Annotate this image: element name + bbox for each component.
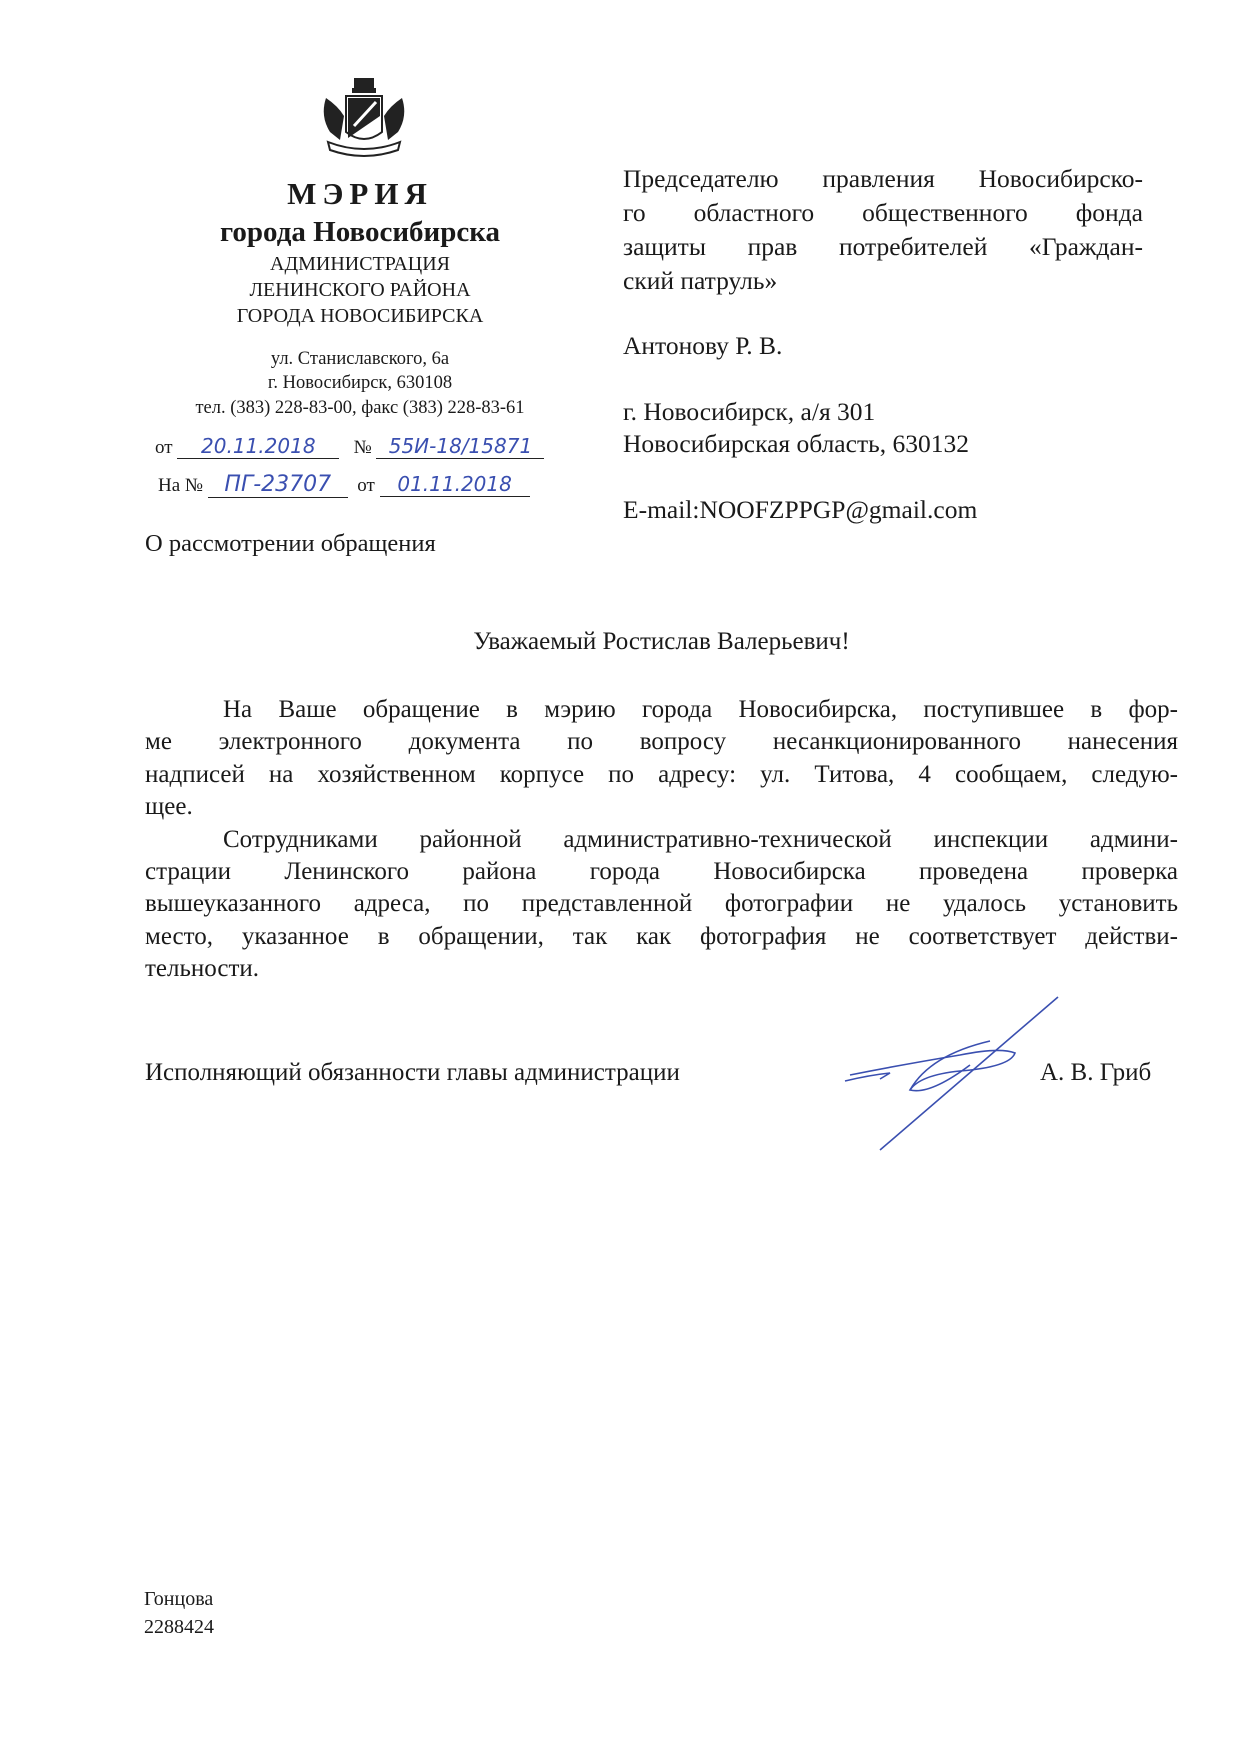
ref-value: ПГ-23707 (208, 472, 348, 498)
recipient-line: защиты прав потребителей «Граждан- (623, 232, 1143, 261)
ref-label: На № (158, 475, 204, 496)
signatory-position: Исполняющий обязанности главы администрации (145, 1059, 680, 1086)
paragraph-line: На Ваше обращение в мэрию города Новосибирска, поступившее в фор- (223, 696, 1178, 723)
paragraph-line: страции Ленинского района города Новосибирска проведена проверка (145, 858, 1178, 886)
coat-of-arms-emblem (318, 76, 410, 164)
paragraph-line: Сотрудниками районной административно-технической инспекции админи- (223, 825, 1178, 853)
outgoing-reg-line (155, 434, 544, 459)
recipient-block (623, 162, 1143, 298)
recipient-line: ский патруль» (623, 266, 778, 295)
executor-phone: 2288424 (144, 1616, 214, 1638)
paragraph-line: место, указанное в обращении, так как фотография не соответствует действи- (145, 922, 1178, 950)
dept-line: ГОРОДА НОВОСИБИРСКА (236, 305, 484, 327)
org-title: МЭРИЯ (287, 176, 433, 211)
recipient-line: Председателю правления Новосибирско- (623, 164, 1143, 193)
paragraph-line: ме электронного документа по вопросу несанкционированного нанесения (145, 728, 1178, 756)
paragraph-line: надписей на хозяйственном корпусе по адресу: ул. Титова, 4 сообщаем, следую- (145, 760, 1178, 788)
paragraph-line: тельности. (145, 955, 260, 983)
executor-block (144, 1585, 214, 1641)
incoming-ref-line (158, 472, 530, 498)
executor-name: Гонцова (144, 1588, 214, 1610)
ref-date-label: от (357, 475, 375, 496)
recipient-email: E-mail:NOOFZPPGP@gmail.com (623, 495, 978, 524)
letter-body (145, 694, 1178, 986)
paragraph-line: вышеуказанного адреса, по представленной фотографии не удалось установить (145, 890, 1178, 918)
greeting: Уважаемый Ростислав Валерьевич! (473, 628, 850, 655)
org-city: города Новосибирска (219, 216, 501, 248)
number-value: 55И-18/15871 (376, 434, 544, 459)
subject: О рассмотрении обращения (145, 530, 436, 557)
recipient-name: Антонову Р. В. (623, 331, 783, 360)
recipient-address: г. Новосибирск, а/я 301 (623, 397, 876, 426)
recipient-address: Новосибирская область, 630132 (623, 429, 969, 458)
address-line: тел. (383) 228-83-00, факс (383) 228-83-61 (195, 398, 525, 418)
paragraph-line: щее. (145, 793, 193, 821)
number-label: № (353, 437, 372, 458)
signatory-name: А. В. Гриб (1040, 1059, 1152, 1086)
dept-line: ЛЕНИНСКОГО РАЙОНА (249, 279, 471, 301)
date-label: от (155, 437, 173, 458)
ref-date-value: 01.11.2018 (380, 472, 530, 497)
date-value: 20.11.2018 (177, 434, 339, 459)
address-line: ул. Станиславского, 6а (270, 349, 450, 369)
dept-line: АДМИНИСТРАЦИЯ (270, 253, 450, 275)
handwritten-signature (840, 995, 1070, 1155)
address-line: г. Новосибирск, 630108 (267, 373, 453, 393)
recipient-line: го областного общественного фонда (623, 198, 1143, 227)
